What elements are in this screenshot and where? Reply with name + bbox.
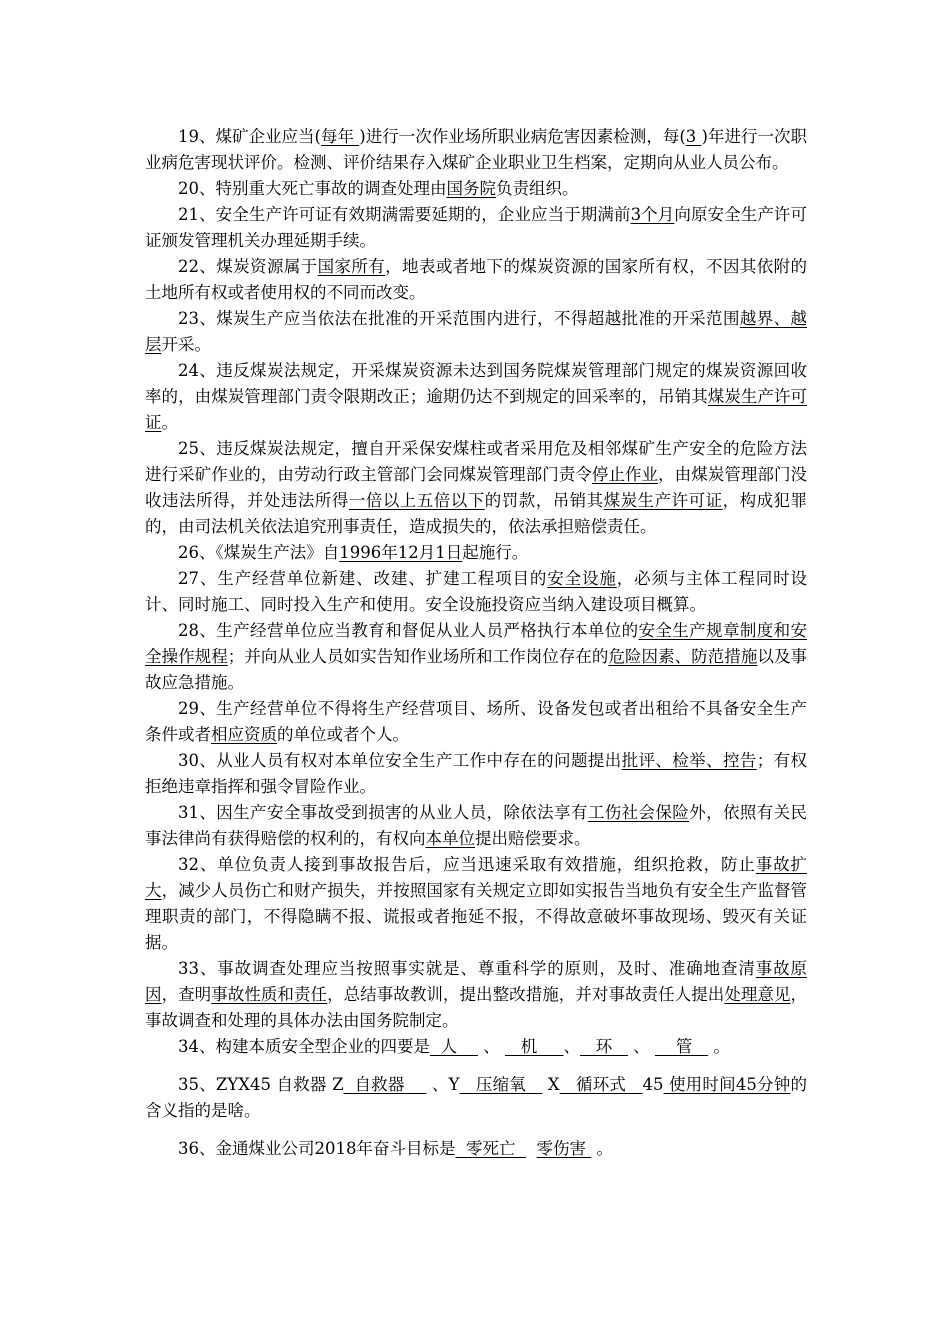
answer-blank: 处理意见 [724,985,791,1004]
answer-blank: 人 [430,1037,478,1056]
answer-blank: 安全设施 [547,569,617,588]
question-text: 20、特别重大死亡事故的调查处理由 [178,179,447,198]
question-31 [145,800,807,852]
question-19 [145,124,807,176]
answer-blank: 3 [685,127,702,146]
question-text: 的单位或者个人。 [277,725,409,744]
question-text [526,1139,537,1158]
answer-blank: 使用时间45分钟 [663,1075,791,1094]
question-text: ，减少人员伤亡和财产损失，并按照国家有关规定立即如实报告当地负有安全生产监督管理职责的部门，不得隐瞒不报、谎报或者拖延不报，不得故意破坏事故现场、毁灭有关证据。 [145,881,808,952]
question-text: ，由煤炭管理部门没收违法所得，并处违法所得 [145,465,808,510]
answer-blank: 事故原因 [145,959,808,1004]
answer-blank: 自救器 [343,1075,427,1094]
question-text: 36、金通煤业公司2018年奋斗目标是 [178,1139,456,1158]
question-text: 29、生产经营单位不得将生产经营项目、场所、设备发包或者出租给不具备安全生产条件或者 [145,699,807,744]
answer-blank: 停止作业 [591,465,659,484]
answer-blank: 相应资质 [211,725,277,744]
question-text: 27、生产经营单位新建、改建、扩建工程项目的 [178,569,548,588]
question-28 [145,618,807,696]
question-text: ；有权拒绝违章指挥和强令冒险作业。 [145,751,808,796]
question-text: 28、生产经营单位应当教育和督促从业人员严格执行本单位的 [178,621,639,640]
question-text: 26、《煤炭生产法》自 [178,543,340,562]
question-text: )进行一次作业场所职业病危害因素检测，每( [359,127,686,146]
answer-blank: 机 [504,1037,564,1056]
question-text: 22、煤炭资源属于 [178,257,318,276]
question-text: 、 [627,1037,655,1056]
answer-blank: 事故扩大 [145,855,808,900]
question-text: 、Y [426,1075,460,1094]
question-text: ，地表或者地下的煤炭资源的国家所有权，不因其依附的土地所有权或者使用权的不同而改变。 [145,257,808,302]
question-24 [145,358,807,436]
question-text: 、 [477,1037,505,1056]
question-text: ，查明 [161,985,212,1004]
question-text: 32、单位负责人接到事故报告后，应当迅速采取有效措施，组织抢救，防止 [178,855,756,874]
answer-blank: 每年 [320,127,360,146]
answer-blank: 一倍以上五倍以下 [348,491,485,510]
question-text: 起施行。 [462,543,529,562]
question-text: 23、煤炭生产应当依法在批准的开采范围内进行，不得超越批准的开采范围 [178,309,740,328]
question-text: 外，依照有关民事法律尚有获得赔偿的权利的，有权向 [145,803,808,848]
question-text: 33、事故调查处理应当按照事实就是、尊重科学的原则，及时、准确地查清 [178,959,756,978]
question-text: 30、从业人员有权对本单位安全生产工作中存在的问题提出 [178,751,622,770]
document-body [145,124,807,1162]
answer-blank: 煤炭生产许可证 [145,387,808,432]
answer-blank: 国家所有 [317,257,386,276]
answer-blank: 煤炭生产许可证 [603,491,723,510]
answer-blank: 批评、检举、控告 [621,751,757,770]
question-text: 向原安全生产许可证颁发管理机关办理延期手续。 [145,205,808,250]
question-33 [145,956,807,1034]
question-23 [145,306,807,358]
answer-blank: 本单位 [425,829,475,848]
question-text: 的罚款，吊销其 [484,491,604,510]
question-text: 、 [563,1037,580,1056]
question-36 [145,1136,807,1162]
question-text: 19、煤矿企业应当( [178,127,321,146]
answer-blank: 工伤社会保险 [587,803,690,822]
question-text: ，事故调查和处理的具体办法由国务院制定。 [145,985,808,1030]
question-27 [145,566,807,618]
question-21 [145,202,807,254]
question-text: 35、ZYX45 自救器 Z [178,1075,344,1094]
answer-blank: 越界、越层 [145,309,808,354]
answer-blank: 危险因素、防范措施 [608,647,758,666]
question-text: 。 [591,1139,613,1158]
answer-blank: 安全生产规章制度和安全操作规程 [145,621,808,666]
question-text: ，总结事故教训，提出整改措施，并对事故责任人提出 [327,985,725,1004]
question-29 [145,696,807,748]
question-text: ，构成犯罪的，由司法机关依法追究刑事责任，造成损失的，依法承担赔偿责任。 [145,491,808,536]
question-text: 31、因生产安全事故受到损害的从业人员，除依法享有 [178,803,588,822]
question-text: 的含义指的是啥。 [145,1075,807,1120]
question-text: ；并向从业人员如实告知作业场所和工作岗位存在的 [227,647,609,666]
answer-blank: 零伤害 [536,1139,592,1158]
question-text: X [542,1075,560,1094]
question-text: 45 [642,1075,664,1094]
question-30 [145,748,807,800]
question-text: 25、违反煤炭法规定，擅自开采保安煤柱或者采用危及相邻煤矿生产安全的危险方法进行采矿作业的，由劳动行政主管部门会同煤炭管理部门责令 [145,439,807,484]
question-text: 21、安全生产许可证有效期满需要延期的，企业应当于期满前 [178,205,631,224]
question-text: 负责组织。 [496,179,579,198]
question-text: 以及事故应急措施。 [145,647,808,692]
question-text: 。 [708,1037,730,1056]
question-34 [145,1034,807,1060]
question-25 [145,436,807,540]
answer-blank: 环 [579,1037,628,1056]
answer-blank: 事故性质和责任 [211,985,328,1004]
question-22 [145,254,807,306]
question-text: 34、构建本质安全型企业的四要是 [178,1037,430,1056]
answer-blank: 零死亡 [455,1139,526,1158]
question-text: 提出赔偿要求。 [475,829,591,848]
answer-blank: 管 [654,1037,709,1056]
question-35 [145,1072,807,1124]
answer-blank: 1996年12月1日 [339,543,463,562]
answer-blank: 3个月 [630,205,675,224]
question-text: 24、违反煤炭法规定，开采煤炭资源未达到国务院煤炭管理部门规定的煤炭资源回收率的，由煤炭管理部门责令限期改正；逾期仍达不到规定的回采率的，吊销其 [145,361,807,406]
question-text: 开采。 [161,335,211,354]
question-text: ，必须与主体工程同时设计、同时施工、同时投入生产和使用。安全设施投资应当纳入建设项目概算。 [145,569,808,614]
answer-blank: 循环式 [559,1075,643,1094]
question-text: )年进行一次职业病危害现状评价。检测、评价结果存入煤矿企业职业卫生档案，定期向从业人员公布。 [145,127,808,172]
question-text: 。 [161,413,178,432]
question-26 [145,540,807,566]
question-20 [145,176,807,202]
answer-blank: 压缩氧 [459,1075,543,1094]
answer-blank: 国务院 [446,179,496,198]
question-32 [145,852,807,956]
